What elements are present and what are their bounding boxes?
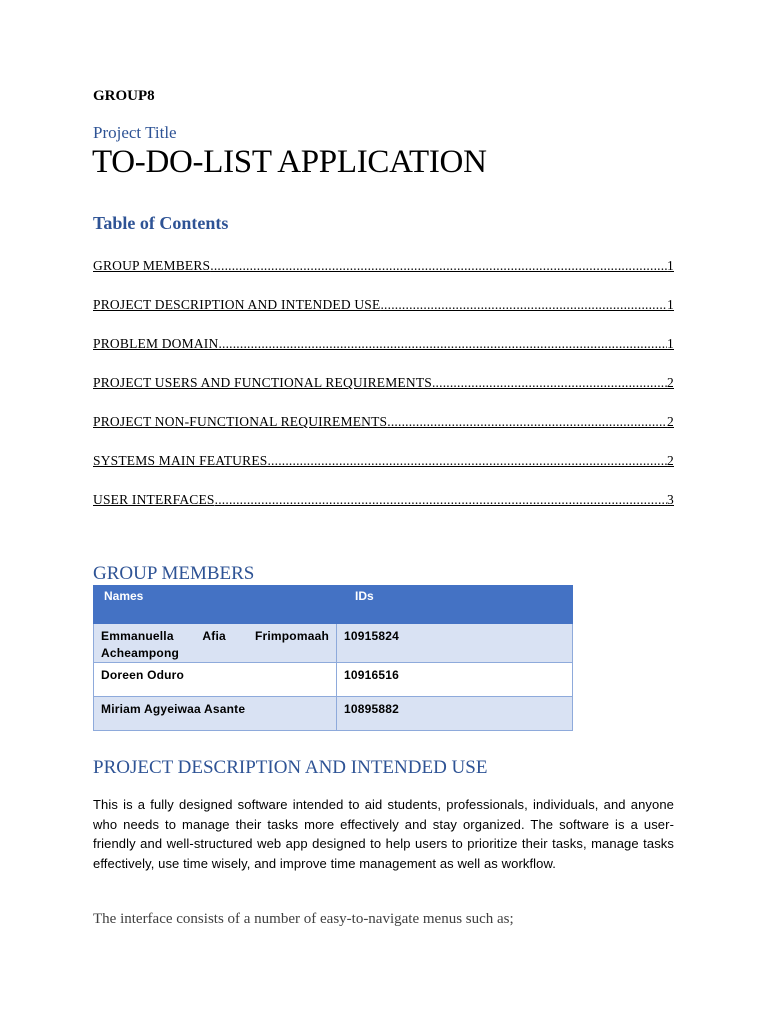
toc-entry-functional-requirements[interactable] (93, 375, 674, 414)
toc-entry-user-interfaces[interactable] (93, 492, 674, 531)
toc-dot-leader (218, 336, 667, 352)
toc-entry-page: 1 (667, 258, 674, 273)
member-id: 10916516 (337, 663, 573, 697)
toc-dot-leader (210, 258, 667, 274)
toc-heading: Table of Contents (93, 213, 229, 233)
project-title-label: Project Title (93, 123, 177, 142)
toc-dot-leader (215, 492, 667, 508)
member-name: Emmanuella Afia Frimpomaah Acheampong (94, 624, 337, 663)
toc-entry-page: 2 (667, 375, 674, 390)
table-row (94, 624, 573, 663)
project-description-paragraph: This is a fully designed software intended to aid students, professionals, individuals, and anyone who needs to manage their tasks more effectively and stay organized. The software is a user-friendly and well-structured web app designed to help users to prioritize their tasks, manage tasks effectively, use time wisely, and improve time management as well as workflow. (93, 797, 674, 871)
page-title: TO-DO-LIST APPLICATION (92, 144, 487, 180)
project-description-heading: PROJECT DESCRIPTION AND INTENDED USE (93, 757, 488, 778)
toc-entry-title: PROJECT USERS AND FUNCTIONAL REQUIREMENTS (93, 375, 432, 390)
group-members-heading: GROUP MEMBERS (93, 563, 255, 584)
toc-entry-page: 1 (667, 297, 674, 312)
table-of-contents (93, 258, 674, 531)
table-row (94, 697, 573, 731)
toc-entry-page: 2 (667, 414, 674, 429)
column-header-ids: IDs (337, 586, 573, 624)
toc-entry-problem-domain[interactable] (93, 336, 674, 375)
toc-entry-page: 2 (667, 453, 674, 468)
toc-entry-group-members[interactable] (93, 258, 674, 297)
toc-entry-page: 1 (667, 336, 674, 351)
toc-entry-page: 3 (667, 492, 674, 507)
member-id: 10915824 (337, 624, 573, 663)
member-name: Doreen Oduro (94, 663, 337, 697)
interface-menus-paragraph: The interface consists of a number of easy-to-navigate menus such as; (93, 911, 514, 927)
toc-entry-title: SYSTEMS MAIN FEATURES (93, 453, 268, 468)
member-id: 10895882 (337, 697, 573, 731)
toc-entry-project-description[interactable] (93, 297, 674, 336)
toc-entry-title: PROJECT NON-FUNCTIONAL REQUIREMENTS (93, 414, 388, 429)
toc-dot-leader (432, 375, 667, 391)
member-name: Miriam Agyeiwaa Asante (94, 697, 337, 731)
group-label: GROUP8 (93, 88, 155, 104)
toc-entry-main-features[interactable] (93, 453, 674, 492)
toc-dot-leader (380, 297, 667, 313)
toc-dot-leader (267, 453, 667, 469)
toc-entry-title: PROBLEM DOMAIN (93, 336, 219, 351)
toc-entry-title: PROJECT DESCRIPTION AND INTENDED USE (93, 297, 381, 312)
table-header-row (94, 586, 573, 624)
toc-entry-title: USER INTERFACES (93, 492, 215, 507)
column-header-names: Names (94, 586, 337, 624)
toc-entry-non-functional-requirements[interactable] (93, 414, 674, 453)
toc-dot-leader (387, 414, 667, 430)
toc-entry-title: GROUP MEMBERS (93, 258, 211, 273)
table-row (94, 663, 573, 697)
group-members-table (93, 585, 573, 731)
